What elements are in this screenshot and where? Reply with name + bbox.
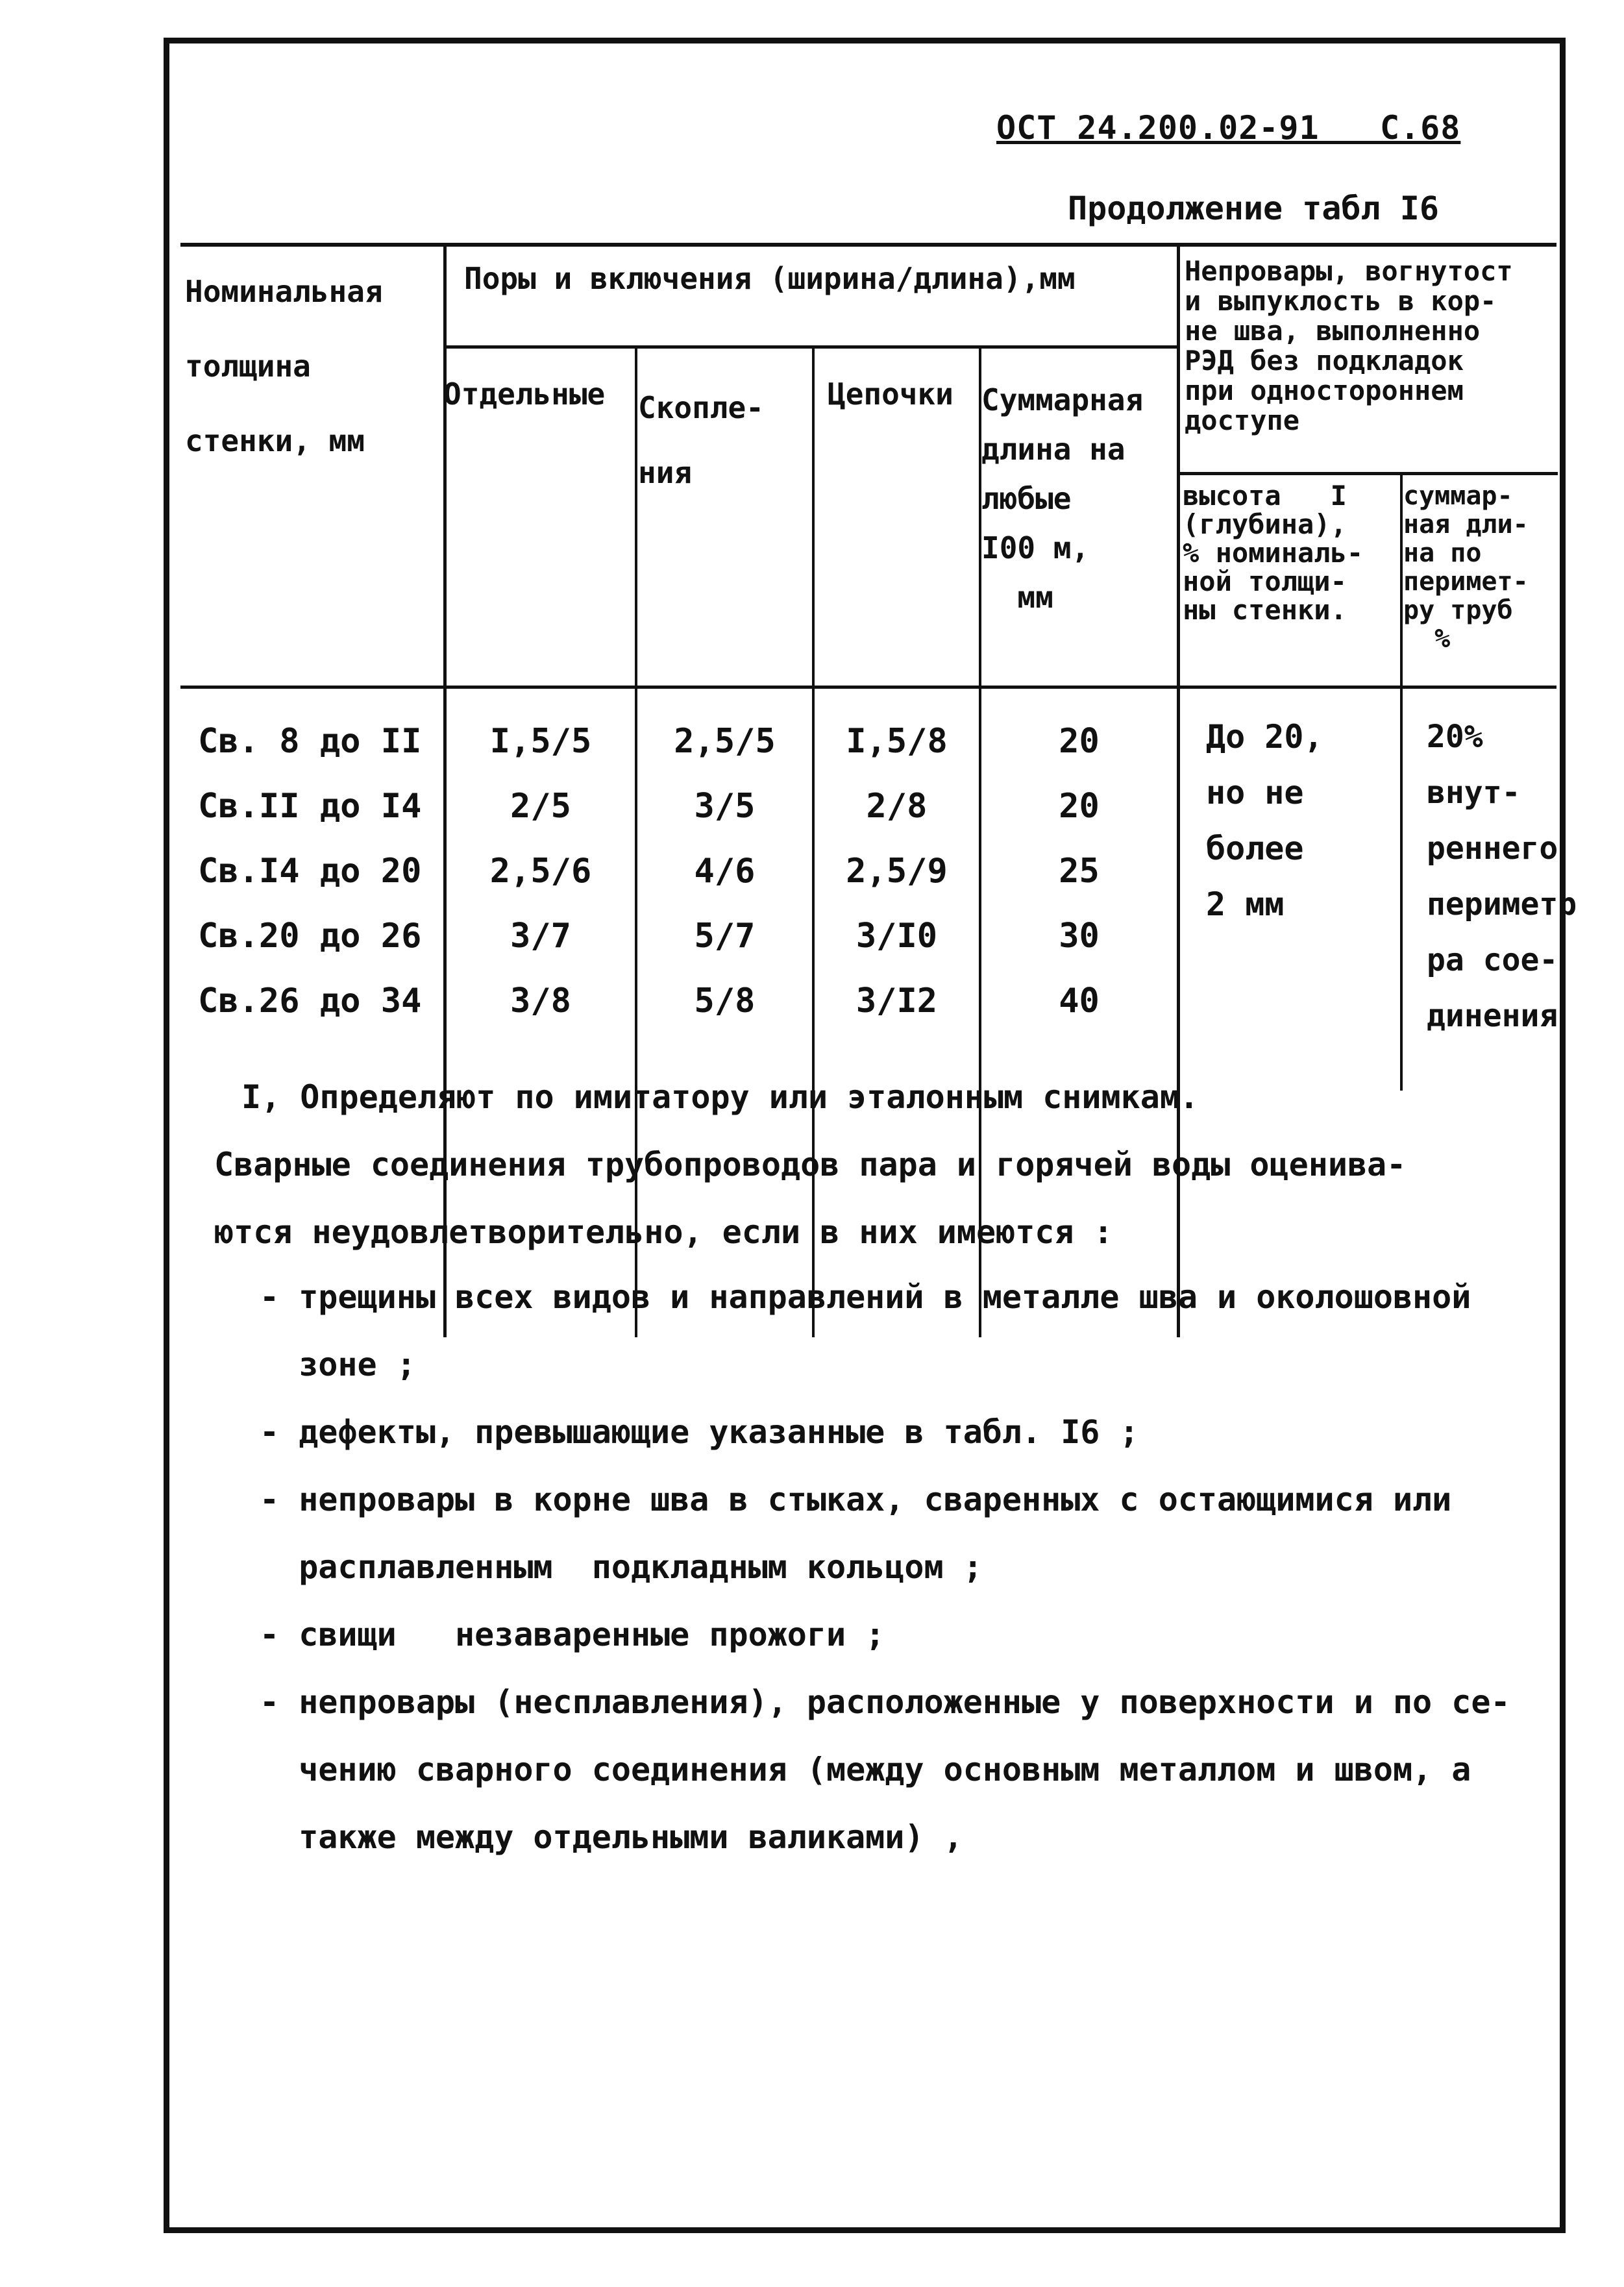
subheader-rule xyxy=(1178,472,1558,475)
list-item: - дефекты, превышающие указанные в табл. I6 ; xyxy=(260,1413,1139,1451)
header-lack-of-fusion-group: Непровары, вогнутост и выпуклость в кор- не шва, выполненно РЭД без подкладок при одностороннем доступе xyxy=(1185,255,1513,436)
cell-thickness: Св. 8 до II xyxy=(198,722,422,761)
table-continuation-label: Продолжение табл I6 xyxy=(1068,190,1439,227)
cell-thickness: Св.26 до 34 xyxy=(198,982,422,1020)
document-code: ОСТ 24.200.02-91 С.68 xyxy=(996,109,1461,147)
cell-thickness: Св.I4 до 20 xyxy=(198,852,422,891)
cell-clusters: 5/7 xyxy=(694,917,756,956)
cell-single: I,5/5 xyxy=(489,722,592,761)
list-item: - свищи незаваренные прожоги ; xyxy=(260,1616,885,1653)
cell-total: 40 xyxy=(1059,982,1100,1020)
column-divider xyxy=(1400,474,1403,1091)
paragraph: Сварные соединения трубопроводов пара и горячей воды оценива- ются неудовлетворительно, если в них имеются : xyxy=(214,1146,1407,1251)
list-item: - трещины всех видов и направлений в металле шва и околошовной зоне ; xyxy=(260,1278,1471,1383)
cell-chains: 3/I0 xyxy=(855,917,938,956)
cell-thickness: Св.II до I4 xyxy=(198,787,422,826)
list-item: - непровары в корне шва в стыках, сваренных с остающимися или расплавленным подкладным кольцом ; xyxy=(260,1481,1452,1586)
list-item: - непровары (несплавления), расположенные у поверхности и по се- чению сварного соединения (между основным металлом и швом, а также между отдельными валиками) , xyxy=(260,1683,1510,1856)
header-bottom-rule xyxy=(180,686,1556,689)
header-total-length: Суммарная длина на любые I00 м, мм xyxy=(981,382,1144,615)
cell-clusters: 4/6 xyxy=(694,852,756,891)
table-top-rule xyxy=(180,243,1556,247)
header-perimeter: суммар- ная дли- на по перимет- ру труб % xyxy=(1403,481,1529,654)
cell-single: 2/5 xyxy=(510,787,571,826)
cell-height-value: До 20, но не более 2 мм xyxy=(1206,718,1323,923)
cell-total: 25 xyxy=(1059,852,1100,891)
cell-chains: 2/8 xyxy=(866,787,928,826)
cell-total: 20 xyxy=(1059,787,1100,826)
cell-chains: I,5/8 xyxy=(846,722,948,761)
cell-single: 3/8 xyxy=(510,982,571,1020)
header-pores-group: Поры и включения (ширина/длина),мм xyxy=(464,261,1076,296)
subheader-rule xyxy=(445,345,1178,349)
cell-clusters: 3/5 xyxy=(694,787,756,826)
cell-thickness: Св.20 до 26 xyxy=(198,917,422,956)
cell-single: 2,5/6 xyxy=(489,852,592,891)
header-nominal-thickness: Номинальная толщина стенки, мм xyxy=(185,274,383,458)
cell-total: 20 xyxy=(1059,722,1100,761)
cell-perimeter-value: 20% внут- реннего периметр ра сое- динения xyxy=(1427,719,1577,1034)
cell-clusters: 2,5/5 xyxy=(674,722,776,761)
footnote: I, Определяют по имитатору или эталонным снимкам. xyxy=(241,1078,1200,1116)
cell-chains: 2,5/9 xyxy=(846,852,948,891)
cell-chains: 3/I2 xyxy=(855,982,938,1020)
cell-clusters: 5/8 xyxy=(694,982,756,1020)
cell-total: 30 xyxy=(1059,917,1100,956)
cell-single: 3/7 xyxy=(510,917,571,956)
header-clusters: Скопле- ния xyxy=(638,390,764,490)
header-single: Отдельные xyxy=(443,377,606,412)
header-chains: Цепочки xyxy=(828,377,953,412)
header-height: высота I (глубина), % номиналь- ной толщи- ны стенки. xyxy=(1183,480,1364,626)
